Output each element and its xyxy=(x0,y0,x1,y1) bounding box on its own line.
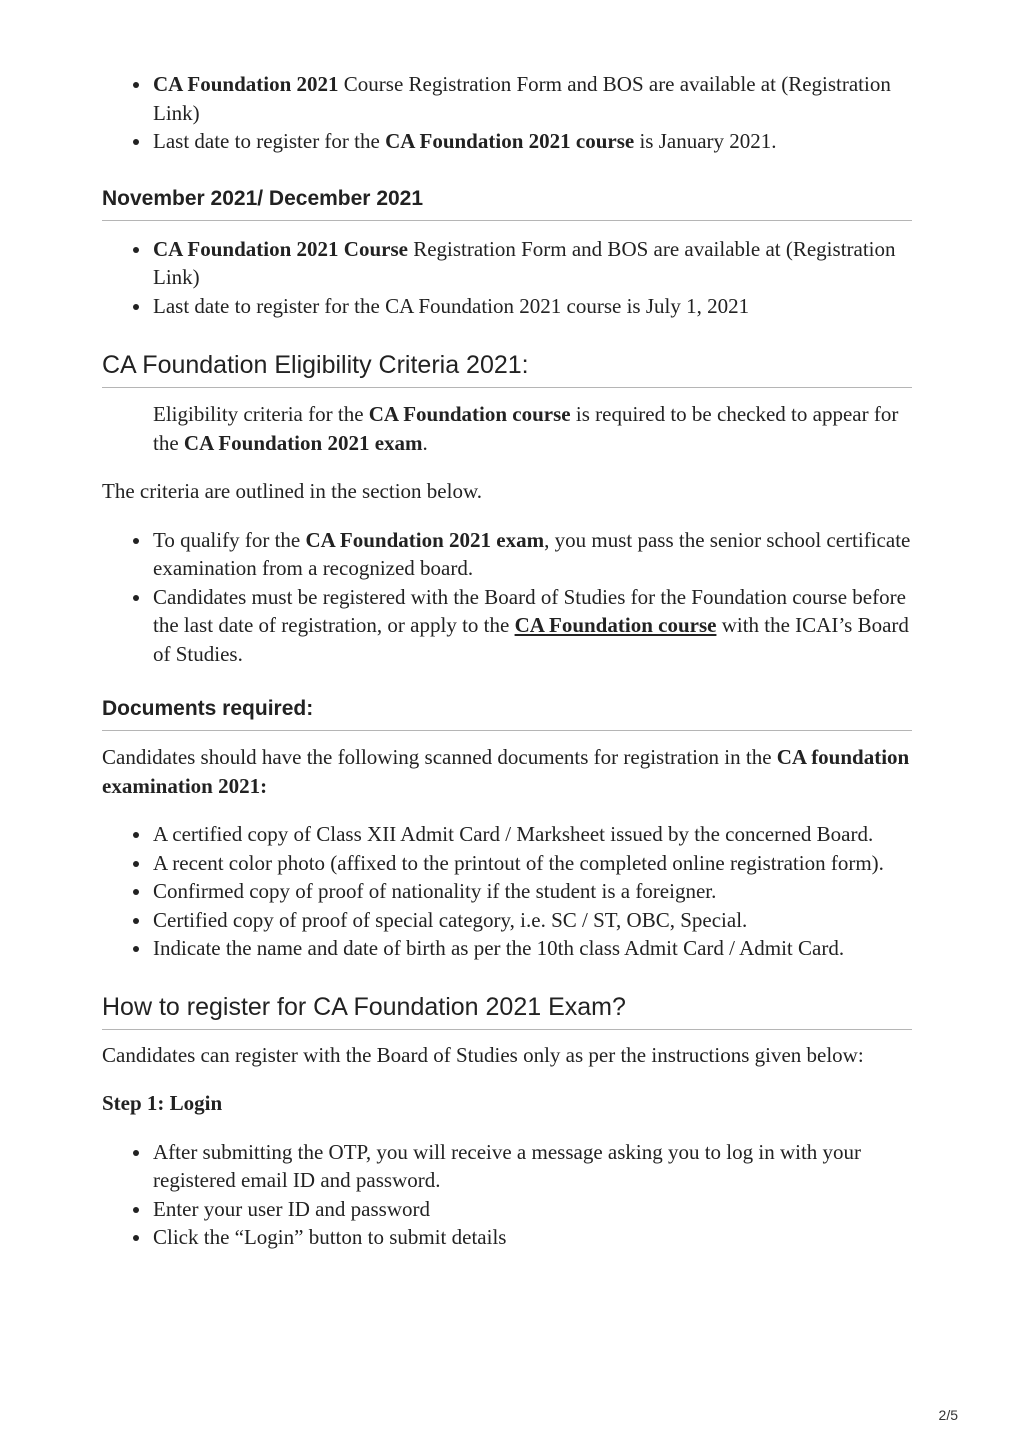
list-item: A certified copy of Class XII Admit Card / Marksheet issued by the concerned Board. xyxy=(153,820,912,849)
heading-register: How to register for CA Foundation 2021 Exam? xyxy=(102,992,912,1030)
list-item xyxy=(153,235,912,292)
heading-eligibility: CA Foundation Eligibility Criteria 2021: xyxy=(102,350,912,388)
registration-list-nov-dec xyxy=(102,235,912,321)
bold-text: CA foundation examination 2021: xyxy=(102,745,910,798)
item-text: To qualify for the xyxy=(153,527,306,552)
item-text: Last date to register for the xyxy=(153,129,386,153)
item-text: Course Registration Form and BOS are available at (Registration Link) xyxy=(153,72,891,125)
list-item xyxy=(153,292,912,321)
text: . xyxy=(422,430,428,455)
step1-title: Step 1: Login xyxy=(102,1091,223,1115)
text: is required to be checked to appear for the xyxy=(153,402,899,455)
list-item xyxy=(153,127,912,156)
register-intro: Candidates can register with the Board of Studies only as per the instructions given below: xyxy=(102,1042,864,1067)
registration-list-top xyxy=(102,70,912,156)
bold-text: CA Foundation 2021 xyxy=(153,72,339,96)
text: Eligibility criteria for the xyxy=(153,402,369,426)
list-item: Certified copy of proof of special category, i.e. SC / ST, OBC, Special. xyxy=(153,906,912,935)
item-text: , you must pass the senior school certificate examination from a recognized board. xyxy=(153,527,911,580)
item-text: Registration Form and BOS are available at (Registration Link) xyxy=(153,236,896,289)
list-item xyxy=(153,70,912,127)
eligibility-outline: The criteria are outlined in the section below. xyxy=(102,479,482,503)
bold-text: CA Foundation 2021 Course xyxy=(153,236,408,261)
list-item xyxy=(153,583,912,669)
list-item: After submitting the OTP, you will receive a message asking you to log in with your registered email ID and password. xyxy=(153,1138,912,1195)
bold-text: CA Foundation 2021 exam xyxy=(305,527,545,552)
step1-list xyxy=(102,1138,912,1252)
bold-text: CA Foundation 2021 course xyxy=(385,129,635,153)
item-text: Candidates must be registered with the Board of Studies for the Foundation course before the last date of registration, or apply to the xyxy=(153,584,906,637)
documents-list xyxy=(102,820,912,963)
eligibility-list xyxy=(102,526,912,669)
eligibility-intro xyxy=(102,400,912,457)
page-number: 2/5 xyxy=(938,1407,958,1423)
documents-intro xyxy=(102,743,912,800)
ca-foundation-course-link[interactable]: CA Foundation course xyxy=(514,613,717,637)
bold-text: CA Foundation course xyxy=(368,402,571,426)
bold-text: CA Foundation 2021 exam xyxy=(183,430,423,455)
heading-nov-dec: November 2021/ December 2021 xyxy=(102,186,912,221)
text: Candidates should have the following scanned documents for registration in the xyxy=(102,745,777,769)
list-item xyxy=(153,526,912,583)
item-text: is January 2021. xyxy=(634,129,777,153)
list-item: Confirmed copy of proof of nationality if the student is a foreigner. xyxy=(153,877,912,906)
heading-documents: Documents required: xyxy=(102,696,912,731)
item-text: Last date to register for the CA Foundation 2021 course is July 1, 2021 xyxy=(153,293,750,318)
list-item: Indicate the name and date of birth as per the 10th class Admit Card / Admit Card. xyxy=(153,934,912,963)
list-item: Enter your user ID and password xyxy=(153,1195,912,1224)
list-item: Click the “Login” button to submit details xyxy=(153,1223,912,1252)
item-text: with the ICAI’s Board of Studies. xyxy=(153,613,909,666)
document-page xyxy=(102,70,912,1252)
list-item: A recent color photo (affixed to the printout of the completed online registration form). xyxy=(153,849,912,878)
